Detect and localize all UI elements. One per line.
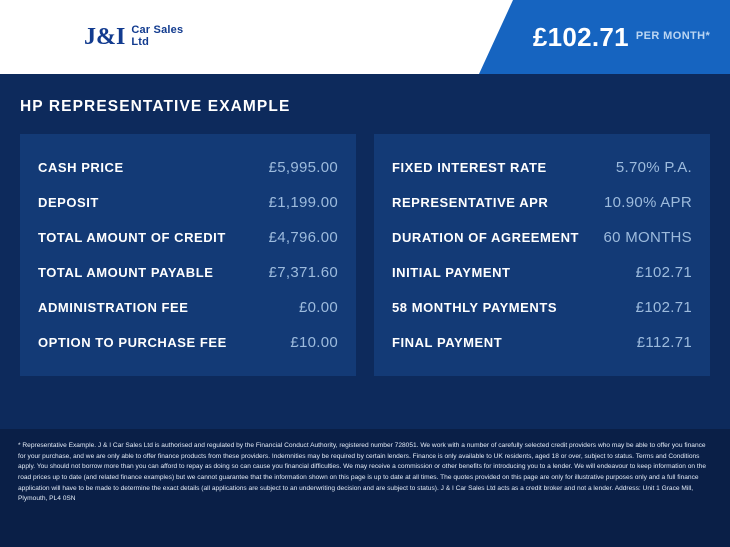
row-label: 58 MONTHLY PAYMENTS bbox=[392, 300, 558, 315]
row-value: 10.90% APR bbox=[603, 194, 692, 211]
table-row bbox=[38, 185, 338, 220]
row-value: 5.70% P.A. bbox=[615, 159, 692, 176]
row-value: £0.00 bbox=[298, 299, 338, 316]
row-value: £102.71 bbox=[635, 299, 692, 316]
table-row bbox=[392, 220, 692, 255]
table-row bbox=[392, 185, 692, 220]
row-value: £10.00 bbox=[290, 334, 338, 351]
monthly-price-banner bbox=[513, 0, 730, 74]
row-value: £7,371.60 bbox=[268, 264, 338, 281]
row-value: £1,199.00 bbox=[268, 194, 338, 211]
row-label: DURATION OF AGREEMENT bbox=[392, 230, 580, 245]
row-label: OPTION TO PURCHASE FEE bbox=[38, 335, 227, 350]
row-label: TOTAL AMOUNT OF CREDIT bbox=[38, 230, 226, 245]
table-row bbox=[38, 255, 338, 290]
footer-disclaimer bbox=[0, 429, 730, 547]
row-label: REPRESENTATIVE APR bbox=[392, 195, 549, 210]
section-title-row bbox=[0, 74, 730, 134]
monthly-price-period: PER MONTH* bbox=[635, 30, 711, 42]
monthly-price-amount: £102.71 bbox=[532, 21, 629, 52]
right-finance-panel bbox=[374, 134, 710, 376]
table-row bbox=[38, 290, 338, 325]
table-row bbox=[392, 150, 692, 185]
row-label: ADMINISTRATION FEE bbox=[38, 300, 189, 315]
row-label: FIXED INTEREST RATE bbox=[392, 160, 547, 175]
page-title: HP REPRESENTATIVE EXAMPLE bbox=[20, 98, 291, 115]
finance-tables bbox=[0, 134, 730, 415]
row-value: £112.71 bbox=[636, 334, 692, 351]
row-value: 60 MONTHS bbox=[603, 229, 692, 246]
page-header bbox=[0, 0, 730, 74]
row-label: TOTAL AMOUNT PAYABLE bbox=[38, 265, 214, 280]
row-value: £5,995.00 bbox=[268, 159, 338, 176]
table-row bbox=[392, 290, 692, 325]
row-value: £4,796.00 bbox=[268, 229, 338, 246]
table-row bbox=[38, 325, 338, 360]
row-label: FINAL PAYMENT bbox=[392, 335, 503, 350]
logo-line-1: Car Sales bbox=[131, 24, 184, 37]
table-row bbox=[38, 220, 338, 255]
row-label: DEPOSIT bbox=[38, 195, 99, 210]
row-label: CASH PRICE bbox=[38, 160, 124, 175]
table-row bbox=[38, 150, 338, 185]
row-value: £102.71 bbox=[635, 264, 692, 281]
logo-line-2: Ltd bbox=[131, 36, 150, 48]
table-row bbox=[392, 325, 692, 360]
table-row bbox=[392, 255, 692, 290]
logo-monogram: J&I bbox=[84, 24, 126, 50]
brand-logo[interactable] bbox=[0, 0, 183, 74]
row-label: INITIAL PAYMENT bbox=[392, 265, 511, 280]
left-finance-panel bbox=[20, 134, 356, 376]
disclaimer-text: * Representative Example. J & I Car Sales Ltd is authorised and regulated by the Financial Conduct Authority, registered number 728051. We work with a number of carefully selected credit providers who may be able to offer you finance for your purchase, and we are only able to offer finance products from these providers. Indemnities may be required by certain lenders. Finance is only available to UK residents, aged 18 or over, subject to status. Terms and Conditions apply. You should not borrow more than you can afford to repay as doing so can cause you financial difficulties. We may receive a commission or other benefits for introducing you to a lender. We will endeavour to keep information on the road prices up to date (and related finance examples) but we cannot guarantee that the information shown on this page is up to date at all times. The quotes provided on this page are only for illustrative purposes only and a full finance application will have to be made to determine the exact details (all applications are subject to an underwriting decision and are subject to status). J & I Car Sales Ltd acts as a credit broker and not a lender. Address: Unit 1 Grace Mill, Plymouth, PL4 0SN bbox=[18, 442, 707, 503]
